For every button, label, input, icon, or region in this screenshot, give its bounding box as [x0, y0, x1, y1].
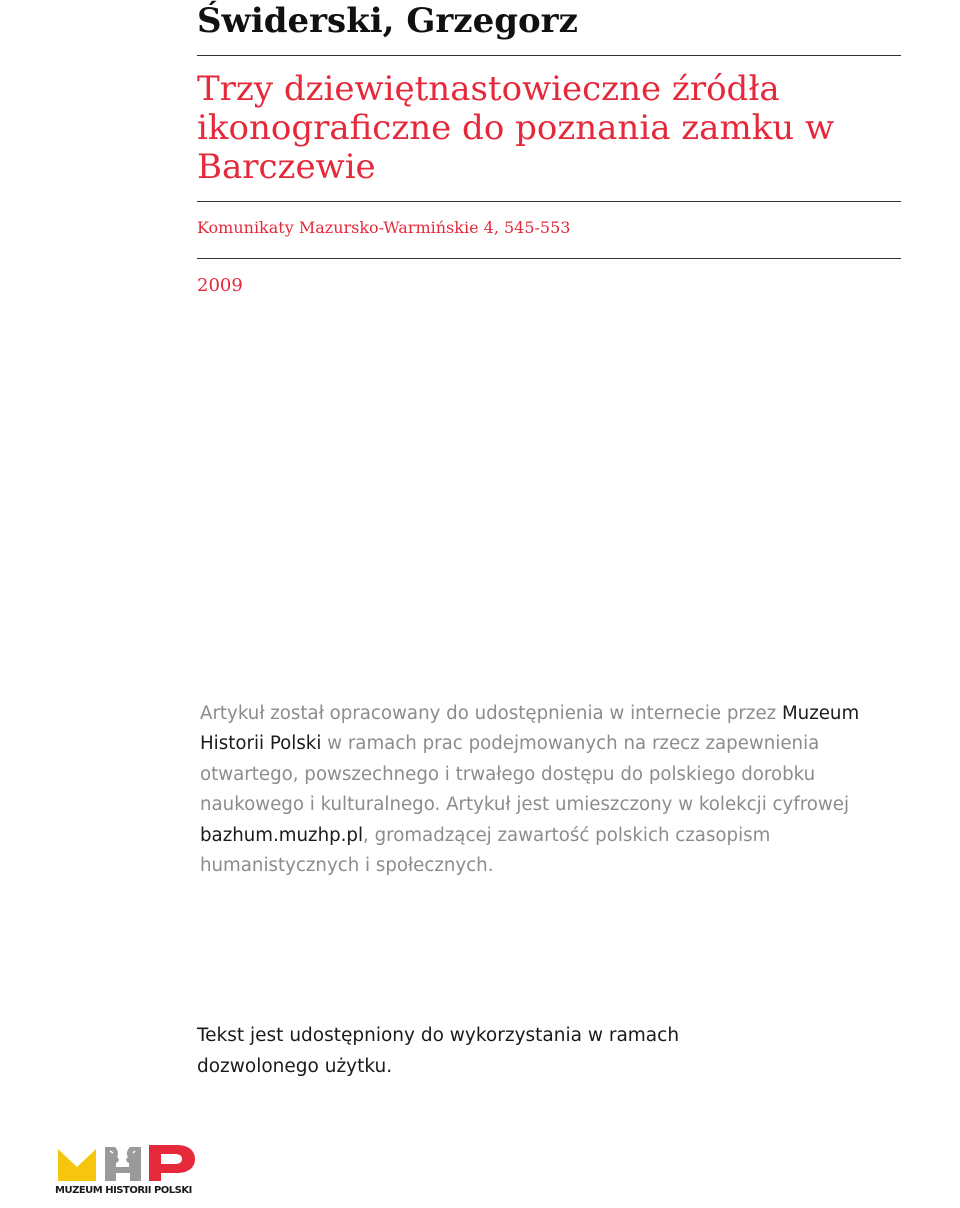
museum-name: Muzeum Historii Polski: [200, 703, 860, 755]
author-name: Świderski, Grzegorz: [197, 1, 578, 41]
logo-letter-m: [58, 1149, 96, 1181]
usage-notice: Tekst jest udostępniony do wykorzystania w ramach dozwolonego użytku.: [197, 1025, 680, 1077]
divider-middle: [197, 201, 901, 202]
notice-text-2: w ramach prac podejmowanych na rzecz zapewnienia otwartego, powszechnego i trwałego dostępu do polskiego dorobku naukowego i kulturalnego. Artykuł jest umieszczony w kolekcji cyfrowej: [200, 733, 850, 816]
divider-top: [197, 55, 901, 56]
publication-year: 2009: [197, 275, 243, 296]
logo-letter-p: [149, 1145, 195, 1181]
museum-logo: [55, 1141, 205, 1201]
divider-bottom: [197, 258, 901, 259]
collection-link[interactable]: bazhum.muzhp.pl: [200, 824, 364, 846]
notice-text-3: , gromadzącej zawartość polskich czasopism humanistycznych i społecznych.: [200, 824, 771, 877]
article-title: Trzy dziewiętnastowieczne źródła ikonograficzne do poznania zamku w Barczewie: [197, 69, 835, 187]
logo-label: MUZEUM HISTORII POLSKI: [55, 1185, 192, 1196]
digitization-notice: [200, 699, 880, 881]
muzeum-historii-polski-logo-icon: [55, 1141, 205, 1185]
notice-text-1: Artykuł został opracowany do udostępnienia w internecie przez: [200, 703, 782, 724]
source-citation: Komunikaty Mazursko-Warmińskie 4, 545-553: [197, 218, 571, 237]
